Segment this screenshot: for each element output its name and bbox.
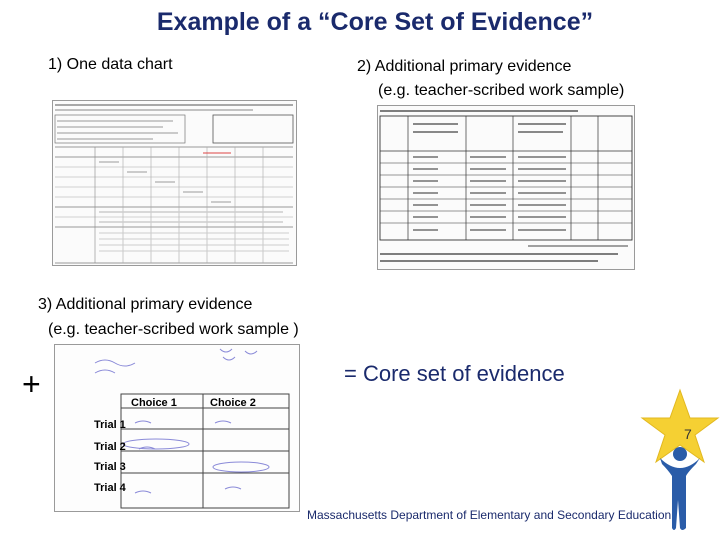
slide-title: Example of a “Core Set of Evidence” xyxy=(156,8,594,36)
work-sample-3-image xyxy=(54,344,300,512)
page-number: 7 xyxy=(684,426,692,442)
work-sample-2-image xyxy=(377,105,635,270)
data-chart-image xyxy=(52,100,297,266)
trial-1-label: Trial 1 xyxy=(94,419,126,431)
choice-2-header: Choice 2 xyxy=(210,397,256,409)
trial-3-label: Trial 3 xyxy=(94,461,126,473)
item-2-label-line2: (e.g. teacher-scribed work sample) xyxy=(378,82,625,99)
equals-core-set-label: = Core set of evidence xyxy=(344,361,565,386)
item-1-label: 1) One data chart xyxy=(48,56,173,73)
plus-sign-2: + xyxy=(22,366,41,402)
item-2-label-line1: 2) Additional primary evidence xyxy=(357,58,572,75)
footer-organization: Massachusetts Department of Elementary and Secondary Education xyxy=(307,508,672,522)
item-3-label-line1: 3) Additional primary evidence xyxy=(38,296,253,313)
trial-4-label: Trial 4 xyxy=(94,482,126,494)
choice-1-header: Choice 1 xyxy=(131,397,177,409)
item-3-label-line2: (e.g. teacher-scribed work sample ) xyxy=(48,321,299,338)
trial-2-label: Trial 2 xyxy=(94,441,126,453)
